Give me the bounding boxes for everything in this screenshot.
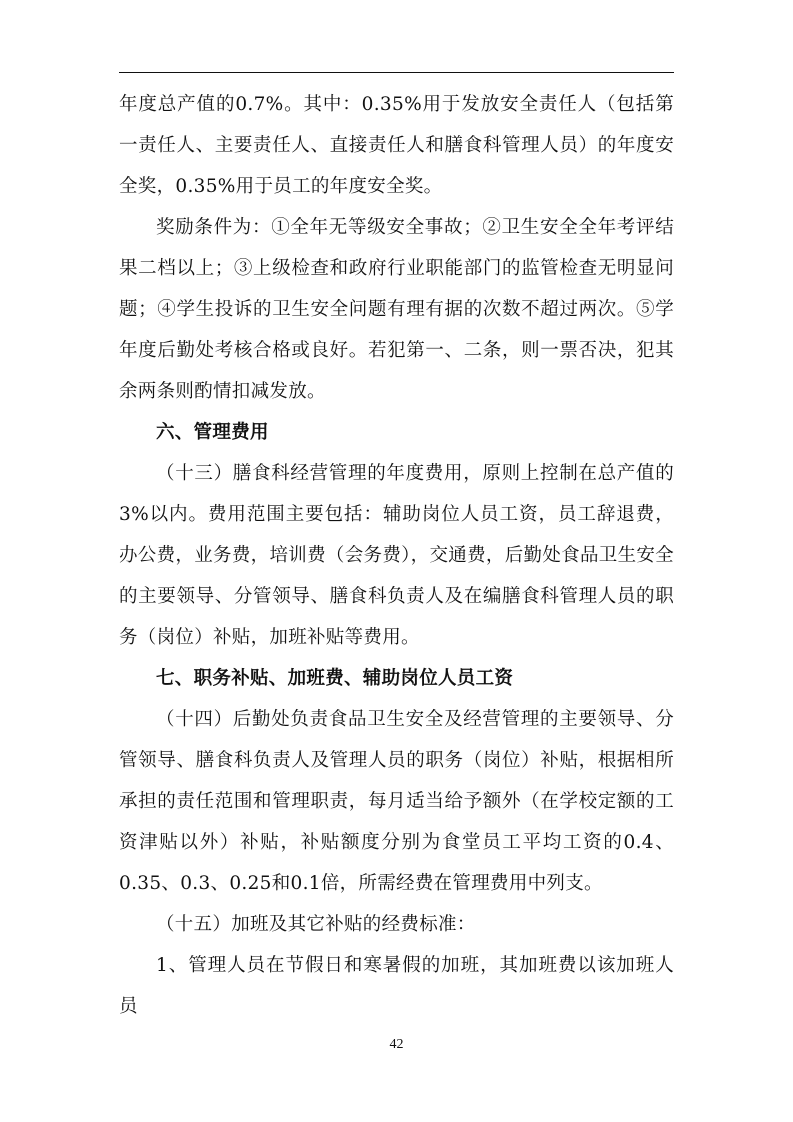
section-heading-management-fees: 六、管理费用	[156, 422, 269, 443]
paragraph-award-conditions: 奖励条件为：①全年无等级安全事故；②卫生安全全年考评结果二档以上；③上级检查和政府行业职能部门的监管检查无明显问题；④学生投诉的卫生安全问题有理有据的次数不超过两次。⑤学年度后勤处考核合格或良好。若犯第一、二条，则一票否决，犯其余两条则酌情扣减发放。	[119, 217, 674, 402]
page-number: 42	[389, 1037, 404, 1052]
paragraph-clause-14: （十四）后勤处负责食品卫生安全及经营管理的主要领导、分管领导、膳食科负责人及管理人员的职务（岗位）补贴，根据相所承担的责任范围和管理职责，每月适当给予额外（在学校定额的工资津贴以外）补贴，补贴额度分别为食堂员工平均工资的0.4、0.35、0.3、0.25和0.1倍，所需经费在管理费用中列支。	[119, 709, 674, 894]
header-rule	[119, 72, 674, 73]
section-heading-allowances: 七、职务补贴、加班费、辅助岗位人员工资	[156, 668, 514, 689]
document-body	[119, 84, 674, 1027]
paragraph-clause-15: （十五）加班及其它补贴的经费标准：	[156, 914, 476, 935]
paragraph-overtime-item-1: 1、管理人员在节假日和寒暑假的加班，其加班费以该加班人员	[119, 955, 674, 1017]
paragraph-safety-award-allocation: 年度总产值的0.7%。其中：0.35%用于发放安全责任人（包括第一责任人、主要责任人、直接责任人和膳食科管理人员）的年度安全奖，0.35%用于员工的年度安全奖。	[119, 94, 674, 197]
paragraph-clause-13: （十三）膳食科经营管理的年度费用，原则上控制在总产值的3%以内。费用范围主要包括：辅助岗位人员工资，员工辞退费，办公费，业务费，培训费（会务费），交通费，后勤处食品卫生安全的主要领导、分管领导、膳食科负责人及在编膳食科管理人员的职务（岗位）补贴，加班补贴等费用。	[119, 463, 674, 648]
